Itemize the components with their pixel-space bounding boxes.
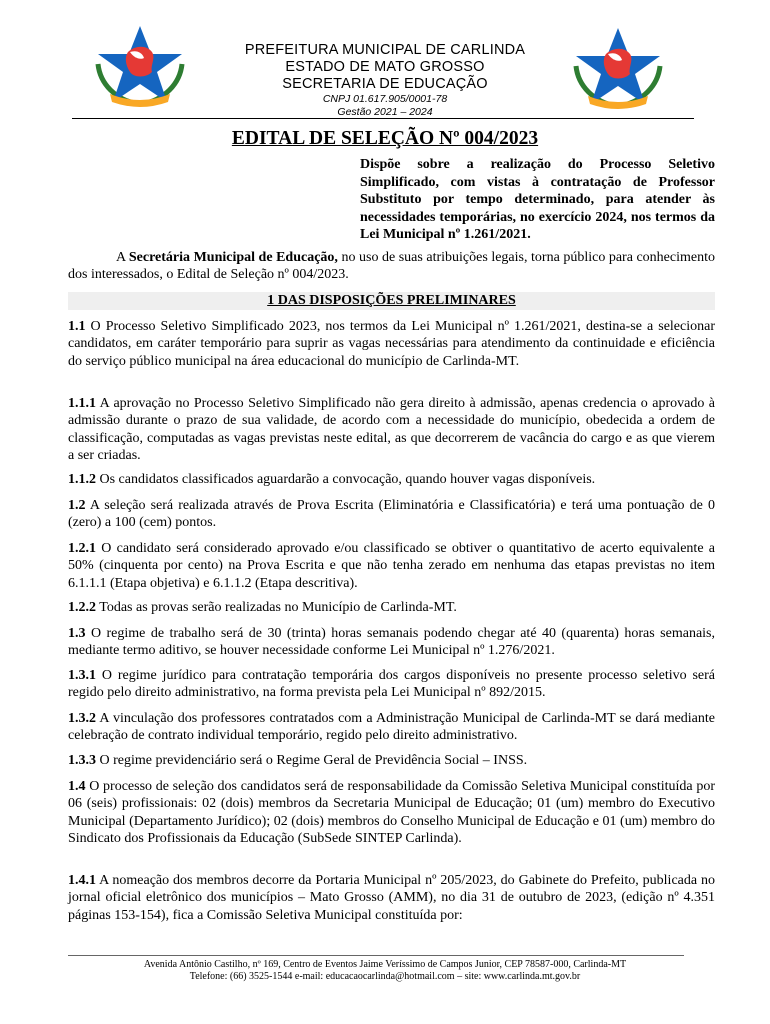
section-heading: 1 DAS DISPOSIÇÕES PRELIMINARES (68, 292, 715, 310)
footer-divider (68, 955, 684, 956)
footer-address: Avenida Antônio Castilho, nº 169, Centro de Eventos Jaime Veríssimo de Campos Junior, CEP 78587-000, Carlinda-MT (143, 959, 627, 970)
municipal-coat-of-arms-right (568, 24, 668, 112)
paragraph-1-4: 1.4 O processo de seleção dos candidatos será de responsabilidade da Comissão Seletiva Municipal constituída por 06 (seis) profissionais: 02 (dois) membros da Secretaria Municipal de Educação; 01 (um) membro do Executivo Municipal (Departamento Jurídico); 02 (dois) membros do Conselho Municipal de Educação e 01 (um) membro do Sindicato dos Profissionais da Educação (SubSede SINTEP Carlinda). (68, 779, 715, 846)
paragraph-1-1-1: 1.1.1 A aprovação no Processo Seletivo Simplificado não gera direito à admissão, apenas credencia o aprovado à admissão durante o prazo de sua validade, de acordo com a necessidade do município, obedecida a ordem de classificação, computadas as vagas previstas neste edital, as que decorrerem de vacância do cargo e as que vierem a ser criadas. (68, 396, 715, 463)
paragraph-1-1-2: 1.1.2 Os candidatos classificados aguardarão a convocação, quando houver vagas disponíveis. (68, 472, 596, 487)
municipal-coat-of-arms-left (90, 22, 190, 110)
paragraph-1-3: 1.3 O regime de trabalho será de 30 (trinta) horas semanais podendo chegar até 40 (quarenta) horas semanais, mediante termo aditivo, se houver necessidade conforme Lei Municipal nº 1.276/2021. (68, 626, 715, 659)
intro-authority: Secretária Municipal de Educação, (128, 250, 338, 265)
department-name: SECRETARIA DE EDUCAÇÃO (282, 76, 488, 92)
paragraph-1-4-1: 1.4.1 A nomeação dos membros decorre da Portaria Municipal nº 205/2023, do Gabinete do Prefeito, publicada no jornal oficial eletrônico dos municípios – Mato Grosso (AMM), no dia 31 de outubro de 2023, (edição nº 4.351 páginas 153-154), fica a Comissão Seletiva Municipal constituída por: (68, 873, 715, 923)
paragraph-1-3-1: 1.3.1 O regime jurídico para contratação temporária dos cargos disponíveis no presente processo seletivo será regido pelo direito administrativo, na forma prevista pela Lei Municipal nº 892/2015. (68, 668, 715, 701)
paragraph-1-3-3: 1.3.3 O regime previdenciário será o Regime Geral de Previdência Social – INSS. (68, 753, 528, 768)
paragraph-1-2: 1.2 A seleção será realizada através de Prova Escrita (Eliminatória e Classificatória) e terá uma pontuação de 0 (zero) a 100 (cem) pontos. (68, 498, 715, 531)
cnpj: CNPJ 01.617.905/0001-78 (322, 93, 448, 105)
document-title: EDITAL DE SELEÇÃO Nº 004/2023 (231, 128, 539, 149)
letterhead (200, 42, 570, 119)
administration-term: Gestão 2021 – 2024 (337, 106, 433, 118)
paragraph-1-3-2: 1.3.2 A vinculação dos professores contratados com a Administração Municipal de Carlinda-MT se dará mediante celebração de contrato individual temporário, regido pelo direito administrativo. (68, 711, 715, 744)
municipality-name: PREFEITURA MUNICIPAL DE CARLINDA (244, 42, 526, 58)
state-name: ESTADO DE MATO GROSSO (285, 59, 485, 75)
summary-ementa: Dispõe sobre a realização do Processo Seletivo Simplificado, com vistas à contratação de Professor Substituto por tempo determinado, para atender às necessidades temporárias, no exercício 2024, nos termos da Lei Municipal nº 1.261/2021. (360, 157, 715, 242)
paragraph-1-2-2: 1.2.2 Todas as provas serão realizadas no Município de Carlinda-MT. (68, 600, 457, 615)
footer-contact: Telefone: (66) 3525-1544 e-mail: educacaocarlinda@hotmail.com – site: www.carlinda.mt.gov.br (189, 971, 581, 982)
header-divider (72, 118, 694, 119)
intro-paragraph: A Secretária Municipal de Educação, no uso de suas atribuições legais, torna público para conhecimento dos interessados, o Edital de Seleção nº 004/2023. (68, 250, 715, 283)
paragraph-1-1: 1.1 O Processo Seletivo Simplificado 2023, nos termos da Lei Municipal nº 1.261/2021, destina-se a selecionar candidatos, em caráter temporário para suprir as vagas necessárias para atendimento da continuidade e eficiência do serviço público municipal na área educacional do município de Carlinda-MT. (68, 319, 715, 369)
paragraph-1-2-1: 1.2.1 O candidato será considerado aprovado e/ou classificado se obtiver o quantitativo de acerto equivalente a 50% (cinquenta por cento) na Prova Escrita e que não tenha zerado em nenhuma das etapas previstas no item 6.1.1.1 (Etapa objetiva) e 6.1.1.2 (Etapa descritiva). (68, 541, 715, 591)
